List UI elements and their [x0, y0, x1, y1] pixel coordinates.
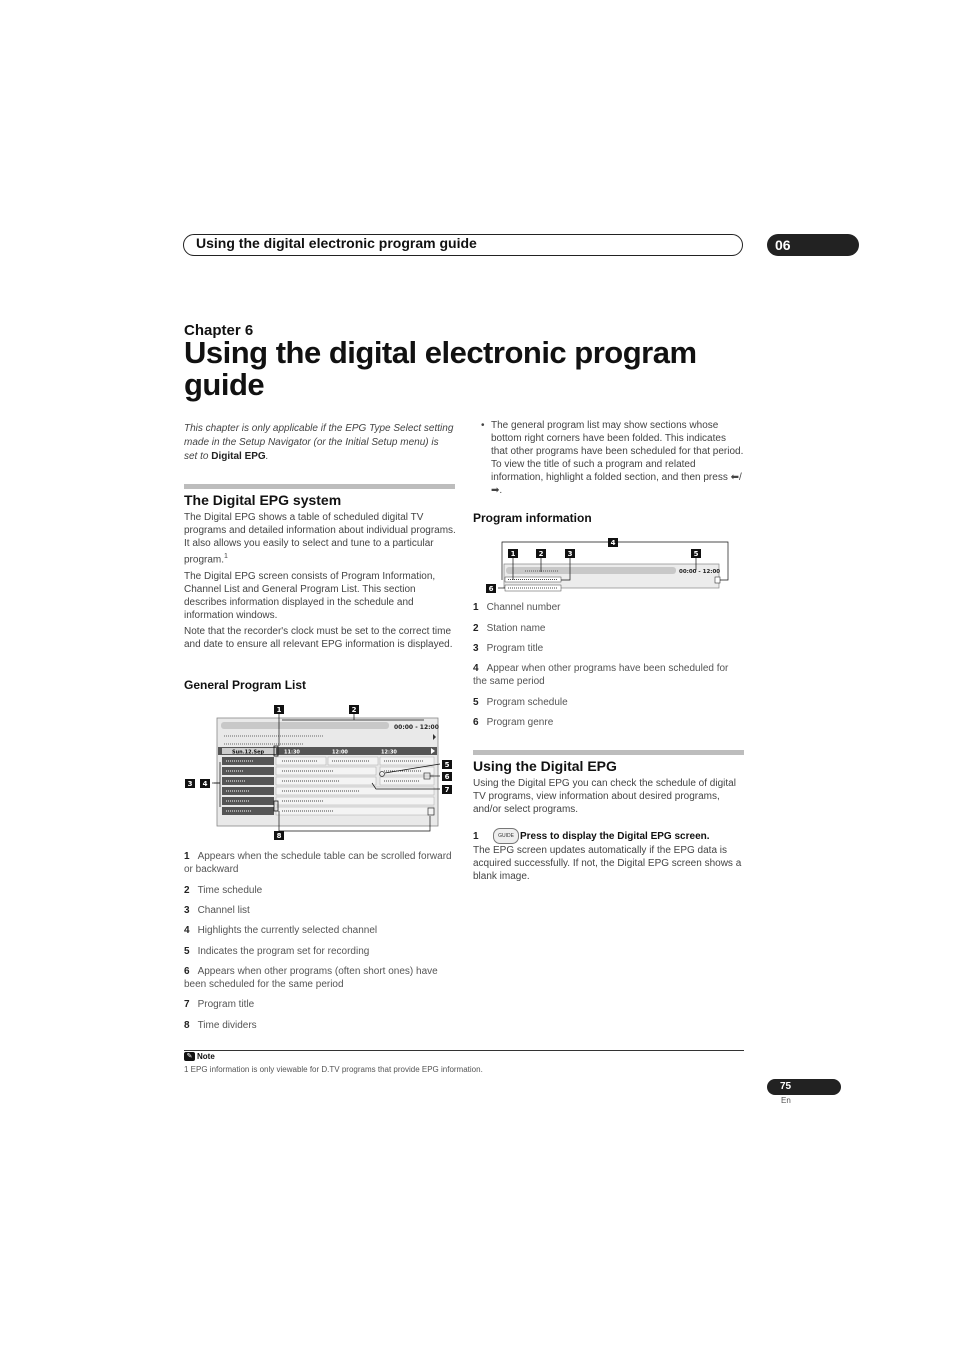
callout-2: 2 — [351, 706, 357, 714]
callout-6: 6 — [444, 773, 450, 781]
list-item: 5 Program schedule — [473, 697, 568, 708]
list-item: 1 Channel number — [473, 602, 561, 613]
pi-callout-4: 4 — [610, 539, 616, 547]
guide-button-icon: GUIDE — [493, 828, 519, 844]
callout-1: 1 — [276, 706, 282, 714]
list-item: 3 Channel list — [184, 905, 250, 916]
step-text: Press to display the Digital EPG screen. — [520, 831, 710, 842]
folded-section-bullet: The general program list may show sections whose bottom right corners have been folded. This indicates that other programs have been scheduled for that period. To view the title of such a program and related information, highlight a folded section, and then press ⬅/➡. — [491, 420, 744, 496]
list-item: 5 Indicates the program set for recording — [184, 946, 370, 957]
section-rule — [184, 484, 455, 489]
step-1 — [473, 828, 745, 844]
gpl-time-range: 00:00 - 12:00 — [394, 724, 439, 731]
callout-7: 7 — [444, 786, 450, 794]
gpl-time-2: 12:00 — [332, 749, 348, 756]
list-item: 6 Appears when other programs (often short ones) have been scheduled for the same period — [184, 966, 438, 990]
using-epg-p2: The EPG screen updates automatically if the EPG data is acquired successfully. If not, the Digital EPG screen shows a blank image. — [473, 845, 742, 882]
callout-4: 4 — [202, 780, 208, 788]
pi-callout-3: 3 — [567, 550, 573, 558]
epg-system-p2: The Digital EPG screen consists of Program Information, Channel List and General Program List. This section describes information displayed in the schedule and information windows. — [184, 571, 436, 621]
callout-3: 3 — [187, 780, 193, 788]
list-item: 7 Program title — [184, 999, 255, 1010]
list-item: 4 Highlights the currently selected channel — [184, 925, 378, 936]
program-information-diagram — [484, 536, 734, 596]
section-rule — [473, 750, 744, 755]
page-lang: En — [781, 1096, 791, 1105]
gpl-date: Sun.12.Sep — [232, 749, 265, 756]
general-program-list-diagram — [184, 700, 459, 842]
bullet-dot: • — [481, 420, 485, 431]
program-information-heading: Program information — [473, 511, 592, 525]
list-item: 2 Time schedule — [184, 885, 263, 896]
callout-8: 8 — [276, 832, 282, 840]
chapter-label: Chapter 6 — [184, 322, 254, 339]
pi-callout-2: 2 — [538, 550, 544, 558]
epg-system-p1: The Digital EPG shows a table of scheduled digital TV programs and detailed information about individual programs. It also allows you easily to select and tune to a particular program.$^1$ — [184, 512, 456, 566]
note-label: Note — [197, 1052, 215, 1061]
step-number: 1 — [473, 831, 479, 842]
gpl-time-1: 11:30 — [284, 749, 300, 756]
callout-5: 5 — [444, 761, 450, 769]
using-epg-p1: Using the Digital EPG you can check the schedule of digital TV programs, view information about desired programs, and/or select programs. — [473, 778, 736, 815]
note-pencil-icon: ✎ — [184, 1052, 195, 1061]
intro-paragraph: This chapter is only applicable if the EPG Type Select setting made in the Setup Navigator (or the Initial Setup menu) is set to Digital EPG. — [184, 423, 454, 462]
pi-callout-5: 5 — [693, 550, 699, 558]
epg-system-p3: Note that the recorder's clock must be set to the correct time and date to ensure all relevant EPG information is displayed. — [184, 626, 453, 650]
list-item: 4 Appear when other programs have been scheduled for the same period — [473, 663, 729, 687]
pi-callout-1: 1 — [510, 550, 516, 558]
using-epg-heading: Using the Digital EPG — [473, 758, 617, 774]
header-title: Using the digital electronic program guide — [196, 235, 477, 251]
chapter-number-badge: 06 — [767, 234, 859, 256]
epg-system-heading: The Digital EPG system — [184, 492, 342, 508]
general-program-list-heading: General Program List — [184, 678, 307, 692]
gpl-time-3: 12:30 — [381, 749, 397, 756]
note-text: 1 EPG information is only viewable for D.TV programs that provide EPG information. — [184, 1065, 483, 1074]
note-rule — [184, 1050, 744, 1051]
pi-time-range: 00:00 - 12:00 — [679, 569, 721, 575]
chapter-title: Using the digital electronic program guide — [184, 335, 697, 402]
list-item: 3 Program title — [473, 643, 544, 654]
page-number-badge: 75 — [767, 1079, 841, 1095]
pi-callout-6: 6 — [488, 585, 494, 593]
list-item: 6 Program genre — [473, 717, 554, 728]
list-item: 2 Station name — [473, 623, 546, 634]
list-item: 8 Time dividers — [184, 1020, 257, 1031]
list-item: 1 Appears when the schedule table can be scrolled forward or backward — [184, 851, 452, 875]
